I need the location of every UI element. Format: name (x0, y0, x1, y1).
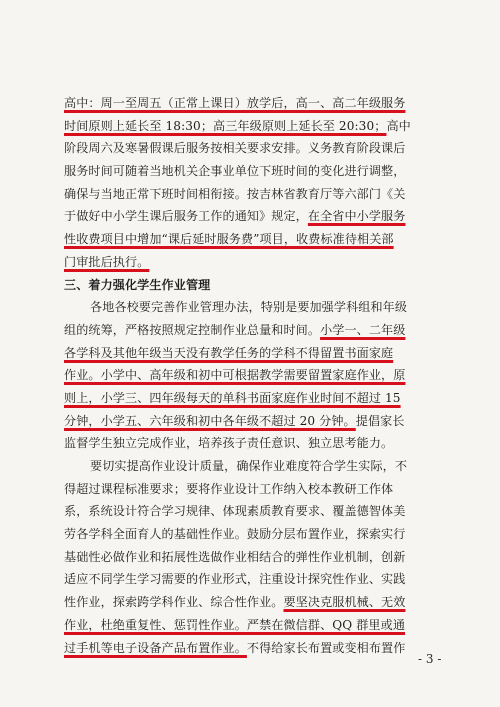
highlighted-text: 时间原则上延长至 18:30；高三年级原则上延长至 20:30； (64, 118, 387, 133)
text-segment: 劳各学科全面育人的基础性作业。鼓励分层布置作业，探索实行 (64, 527, 406, 542)
highlighted-text: 各学科及其他年级当天没有教学任务的学科不得留置书面家庭 (64, 345, 394, 360)
text-line (64, 387, 440, 410)
text-line (64, 92, 440, 115)
document-body (64, 92, 440, 659)
highlighted-text: 小学一、二年级 (320, 322, 406, 337)
text-segment: 要切实提高作业设计质量，确保作业难度符合学生实际，不 (90, 459, 408, 473)
text-line (64, 296, 440, 319)
text-line (64, 183, 440, 206)
text-line (64, 342, 440, 365)
text-segment: 组的统筹，严格按照规定控制作业总量和时间。 (64, 322, 321, 337)
text-line (64, 478, 440, 501)
text-segment: 性作业，探索跨学科作业、综合性作业。 (64, 595, 284, 610)
text-line (64, 568, 440, 591)
text-line (64, 364, 440, 387)
text-segment: 阶段周六及寒暑假课后服务按相关要求安排。义务教育阶段课后 (64, 141, 406, 156)
text-segment: 服务时间可随着当地机关企事业单位下班时间的变化进行调整， (64, 164, 406, 179)
text-line (64, 614, 440, 637)
text-segment: 于做好中小学生课后服务工作的通知》规定， (64, 209, 308, 224)
highlighted-text: 门审批后执行。 (64, 254, 150, 269)
section-heading (64, 274, 440, 297)
text-segment: 确保与当地正常下班时间相衔接。按吉林省教育厅等六部门《关 (64, 186, 406, 201)
text-segment: 高中 (386, 118, 411, 133)
highlighted-text: 要坚决克服机械、无效 (283, 595, 406, 610)
text-line (64, 205, 440, 228)
text-line (64, 228, 440, 251)
text-segment: 提倡家长 (355, 413, 405, 428)
text-segment: 系，系统设计符合学习规律、体现素质教育要求、覆盖德智体美 (64, 504, 406, 519)
page-number: - 3 - (418, 652, 442, 666)
text-line (64, 637, 440, 660)
text-line (64, 115, 440, 138)
text-line (64, 410, 440, 433)
text-segment: 三、着力强化学生作业管理 (64, 277, 211, 292)
text-line (64, 523, 440, 546)
text-line (64, 500, 440, 523)
text-line (64, 432, 440, 455)
highlighted-text: 作业。小学中、高年级和初中可根据教学需要留置家庭作业，原 (64, 368, 406, 383)
text-line (64, 137, 440, 160)
text-line (64, 319, 440, 342)
text-segment: 监督学生独立完成作业，培养孩子责任意识、独立思考能力。 (64, 436, 394, 451)
highlighted-text: 作业，杜绝重复性、惩罚性作业。严禁在微信群、QQ 群里或通 (64, 617, 406, 632)
highlighted-text: 在全省中小学服务 (307, 209, 406, 224)
text-line (64, 546, 440, 569)
text-segment: 适应不同学生学习需要的作业形式，注重设计探究性作业、实践 (64, 572, 406, 587)
highlighted-text: 分钟，小学五、六年级和初中各年级不超过 20 分钟。 (64, 413, 356, 428)
text-segment: 基础性必做作业和拓展性选做作业相结合的弹性作业机制，创新 (64, 549, 406, 564)
text-segment: 不得给家长布置或变相布置作 (246, 640, 406, 655)
text-line (64, 455, 440, 478)
highlighted-text: 过手机等电子设备产品布置作业。 (64, 640, 247, 655)
highlighted-text: 则上，小学三、四年级每天的单科书面家庭作业时间不超过 15 (64, 390, 401, 405)
text-segment: 各地各校要完善作业管理办法，特别是要加强学科组和年级 (90, 300, 408, 315)
text-line (64, 160, 440, 183)
text-line (64, 251, 440, 274)
highlighted-text: 高中：周一至周五（正常上课日）放学后，高一、高二年级服务 (64, 96, 406, 110)
text-line (64, 591, 440, 614)
text-segment: 得超过课程标准要求；要将作业设计工作纳入校本教研工作体 (64, 481, 394, 496)
highlighted-text: 性收费项目中增加“课后延时服务费”项目，收费标准待相关部 (64, 232, 394, 247)
